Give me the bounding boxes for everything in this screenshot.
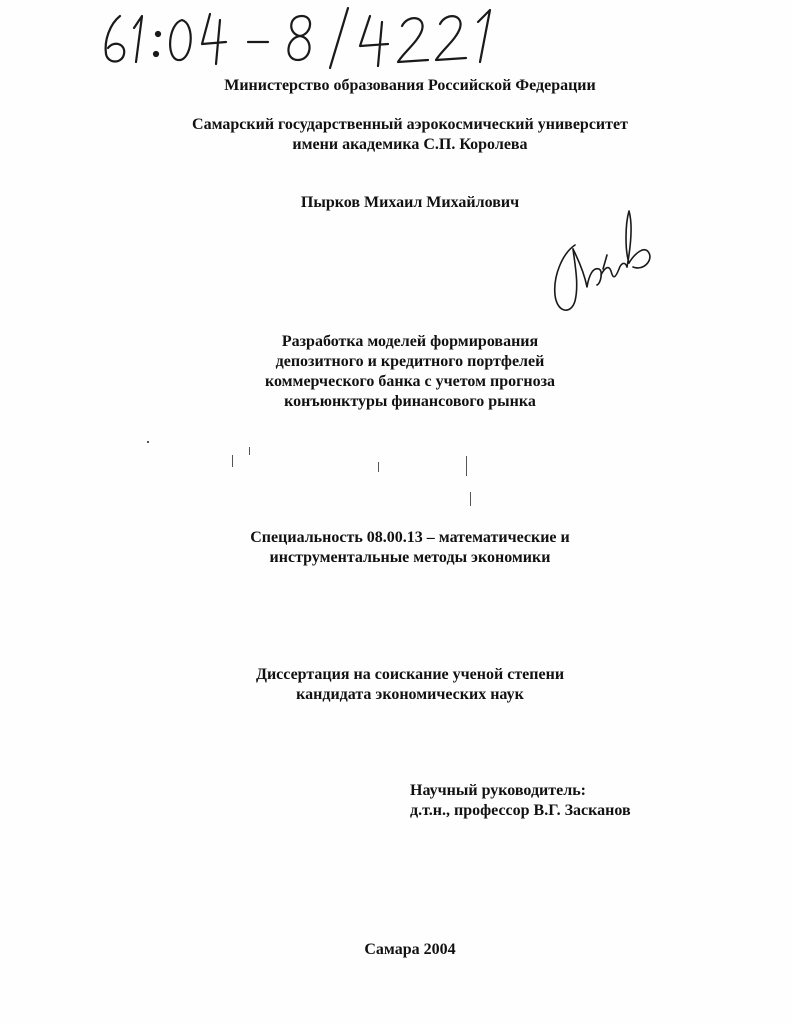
thesis-title-line3: коммерческого банка с учетом прогноза [264, 373, 556, 390]
supervisor-name: д.т.н., профессор В.Г. Засканов [410, 802, 631, 819]
scan-speck [249, 447, 250, 455]
scan-speck [147, 441, 149, 443]
specialty-line1: Специальность 08.00.13 – математические и [250, 529, 570, 546]
thesis-title-line2: депозитного и кредитного портфелей [275, 353, 545, 370]
degree-line2: кандидата экономических наук [296, 686, 524, 703]
author-name: Пырков Михаил Михайлович [300, 194, 520, 211]
university-name-line1: Самарский государственный аэрокосмический университет [192, 116, 628, 133]
ministry-name: Министерство образования Российской Федерации [224, 77, 596, 94]
supervisor-label: Научный руководитель: [410, 782, 586, 799]
scan-speck [466, 456, 467, 476]
scan-speck [232, 455, 233, 467]
university-name-line2: имени академика С.П. Королева [292, 136, 528, 153]
city-year: Самара 2004 [364, 941, 456, 958]
author-signature [545, 205, 660, 320]
thesis-title-line1: Разработка моделей формирования [281, 333, 539, 350]
scan-speck [470, 492, 471, 506]
scan-speck [378, 462, 379, 472]
degree-line1: Диссертация на соискание ученой степени [255, 666, 565, 683]
thesis-title-line4: конъюнктуры финансового рынка [284, 393, 536, 410]
specialty-line2: инструментальные методы экономики [269, 549, 551, 566]
handwritten-archive-code [98, 2, 518, 72]
